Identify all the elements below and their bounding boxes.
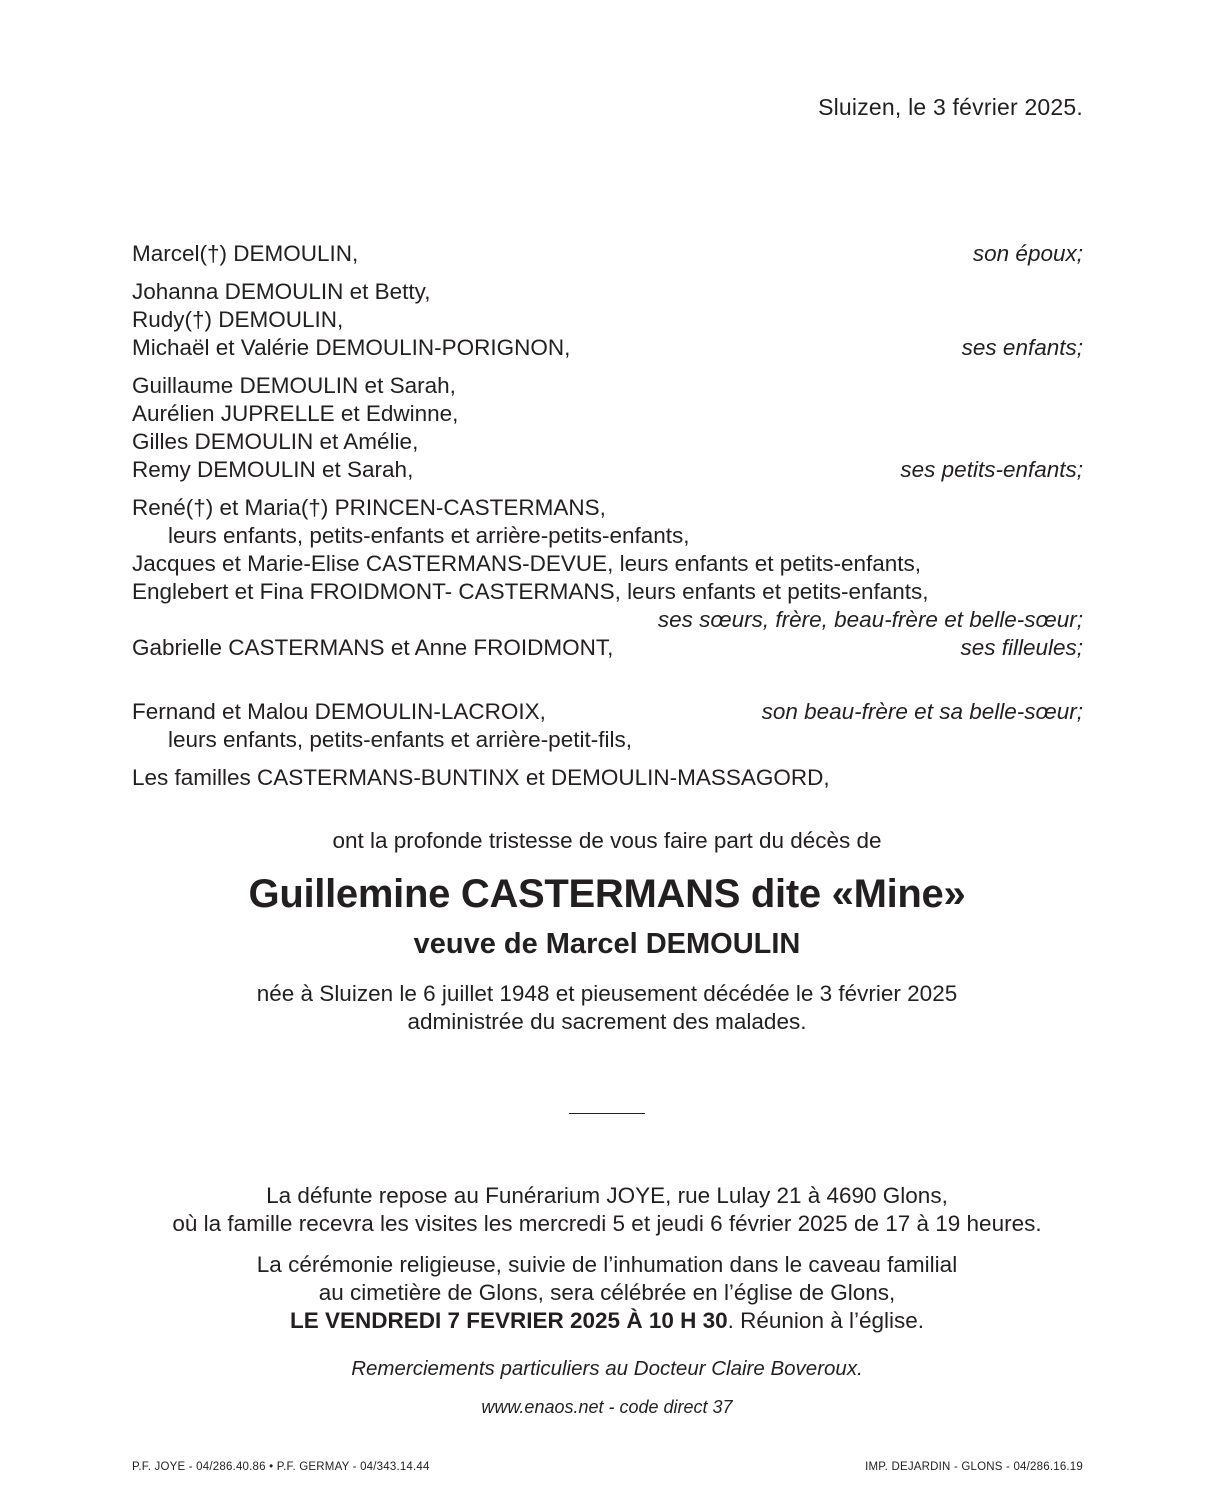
- family-group-spouse: [132, 240, 1083, 268]
- family-name: Aurélien JUPRELLE et Edwinne,: [132, 401, 459, 426]
- family-group-families: [132, 764, 1083, 792]
- birth-death-block: [0, 980, 1214, 1036]
- ceremony-line: au cimetière de Glons, sera célébrée en l’église de Glons,: [318, 1280, 896, 1305]
- family-group-siblings: [132, 494, 1083, 662]
- family-name: Marcel(†) DEMOULIN,: [132, 241, 359, 266]
- ceremony-date: LE VENDREDI 7 FEVRIER 2025 À 10 H 30: [289, 1308, 728, 1333]
- family-role: son époux;: [972, 241, 1083, 266]
- family-line: [132, 334, 1083, 362]
- family-name: Johanna DEMOULIN et Betty,: [132, 279, 431, 304]
- announcement-intro: ont la profonde tristesse de vous faire part du décès de: [332, 828, 882, 853]
- family-line: [132, 278, 1083, 306]
- family-name: Rudy(†) DEMOULIN,: [132, 307, 344, 332]
- visit-line: La défunte repose au Funérarium JOYE, rue Lulay 21 à 4690 Glons,: [266, 1183, 948, 1208]
- family-line: [132, 522, 1083, 550]
- widow-of: veuve de Marcel DEMOULIN: [413, 928, 801, 960]
- family-line: [132, 494, 1083, 522]
- visit-info: [0, 1182, 1214, 1238]
- website-line: www.enaos.net - code direct 37: [481, 1397, 733, 1417]
- footer-funeral-homes: P.F. JOYE - 04/286.40.86 • P.F. GERMAY - 04/343.14.44: [132, 1461, 430, 1473]
- family-group-in-laws: [132, 698, 1083, 754]
- family-line: [132, 578, 1083, 606]
- family-role: ses sœurs, frère, beau-frère et belle-sœur;: [657, 607, 1083, 632]
- ceremony-info: [0, 1251, 1214, 1335]
- family-name: Gilles DEMOULIN et Amélie,: [132, 429, 419, 454]
- family-role: ses petits-enfants;: [900, 457, 1083, 482]
- deceased-name: Guillemine CASTERMANS dite «Mine»: [248, 872, 966, 916]
- family-line: [132, 634, 1083, 662]
- family-role: ses filleules;: [960, 635, 1083, 660]
- family-line: [132, 726, 1083, 754]
- family-line: [132, 764, 1083, 792]
- family-name: Englebert et Fina FROIDMONT- CASTERMANS, leurs enfants et petits-enfants,: [132, 579, 929, 604]
- family-name: Remy DEMOULIN et Sarah,: [132, 457, 414, 482]
- footer-printer: IMP. DEJARDIN - GLONS - 04/286.16.19: [865, 1461, 1083, 1473]
- ceremony-meeting: . Réunion à l’église.: [727, 1308, 925, 1333]
- date-line: Sluizen, le 3 février 2025.: [818, 94, 1083, 120]
- family-name: Michaël et Valérie DEMOULIN-PORIGNON,: [132, 335, 571, 360]
- family-line: [132, 400, 1083, 428]
- birth-death-line: née à Sluizen le 6 juillet 1948 et pieusement décédée le 3 février 2025: [256, 981, 958, 1006]
- ceremony-line: La cérémonie religieuse, suivie de l’inhumation dans le caveau familial: [256, 1252, 958, 1277]
- family-group-children: [132, 278, 1083, 362]
- thanks-line: Remerciements particuliers au Docteur Claire Boveroux.: [351, 1357, 863, 1380]
- family-line: [132, 428, 1083, 456]
- family-line: [132, 240, 1083, 268]
- family-line: [132, 550, 1083, 578]
- family-name: Guillaume DEMOULIN et Sarah,: [132, 373, 456, 398]
- family-role: ses enfants;: [961, 335, 1083, 360]
- family-line: [132, 372, 1083, 400]
- family-name: Jacques et Marie-Elise CASTERMANS-DEVUE, leurs enfants et petits-enfants,: [132, 551, 922, 576]
- family-role: son beau-frère et sa belle-sœur;: [761, 699, 1083, 724]
- family-name: leurs enfants, petits-enfants et arrière-petit-fils,: [168, 727, 632, 752]
- family-line: [132, 698, 1083, 726]
- divider: [569, 1113, 645, 1114]
- family-line: [132, 306, 1083, 334]
- family-name: Gabrielle CASTERMANS et Anne FROIDMONT,: [132, 635, 614, 660]
- sacrament-line: administrée du sacrement des malades.: [407, 1009, 807, 1034]
- ceremony-date-line: [0, 1307, 1214, 1335]
- family-group-grandchildren: [132, 372, 1083, 484]
- family-list: [132, 240, 1083, 802]
- family-name: leurs enfants, petits-enfants et arrière-petits-enfants,: [168, 523, 690, 548]
- family-name: Fernand et Malou DEMOULIN-LACROIX,: [132, 699, 546, 724]
- visit-line: où la famille recevra les visites les mercredi 5 et jeudi 6 février 2025 de 17 à 19 heures.: [172, 1211, 1042, 1236]
- family-name: René(†) et Maria(†) PRINCEN-CASTERMANS,: [132, 495, 606, 520]
- family-name: Les familles CASTERMANS-BUNTINX et DEMOULIN-MASSAGORD,: [132, 765, 830, 790]
- family-line: [132, 456, 1083, 484]
